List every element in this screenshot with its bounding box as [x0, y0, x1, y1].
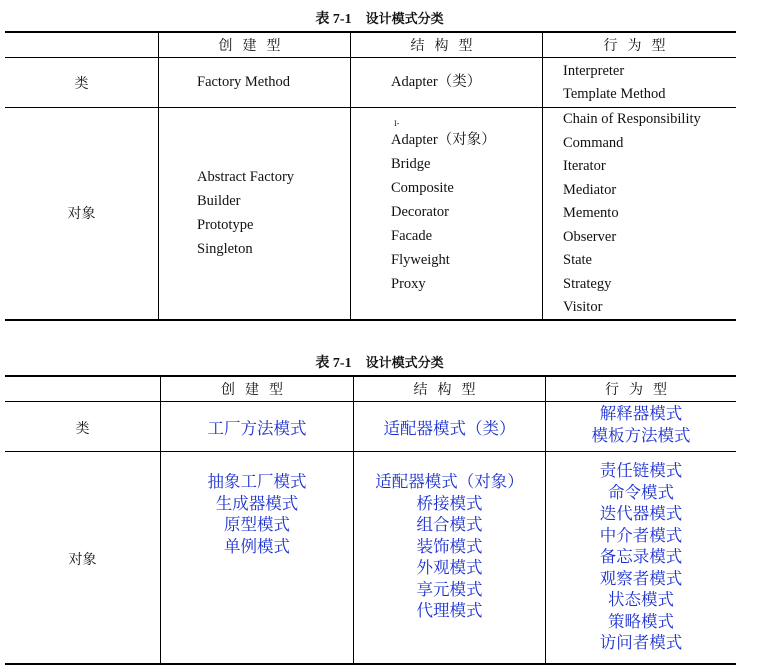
table2-object-creational-item: 单例模式: [224, 536, 290, 556]
table1-object-behavioral-item: Mediator: [563, 181, 617, 198]
table2-object-structural-item: 组合模式: [416, 515, 483, 534]
table2-object-structural-item: 外观模式: [416, 558, 483, 577]
table1: [5, 31, 736, 321]
table2-bottom-rule: [5, 663, 736, 665]
table1-object-behavioral-item: Strategy: [563, 275, 612, 292]
table2-object-behavioral-item: 迭代器模式: [599, 504, 683, 523]
table1-object-structural-item: Decorator: [391, 204, 449, 220]
table2-object-behavioral-item: 观察者模式: [599, 568, 683, 588]
table1-object-creational: [197, 165, 294, 261]
table1-object-structural-item: Composite: [391, 180, 454, 196]
table2-row-label-class: 类: [75, 421, 90, 437]
table2-object-structural-item: 代理模式: [416, 601, 483, 620]
table1-top-rule: [5, 31, 736, 33]
table2-object-behavioral-item: 中介者模式: [599, 525, 683, 545]
table1-object-creational-item: Singleton: [197, 241, 253, 257]
table2-class-creational: [161, 418, 353, 440]
table2-row-label-object: 对象: [68, 552, 97, 568]
table2-object-creational-item: 原型模式: [224, 515, 290, 534]
table1-class-behavioral: [563, 60, 665, 106]
table1-col-divider-1: [158, 31, 159, 321]
table2-object-behavioral-item: 访问者模式: [599, 633, 683, 652]
table1-col-divider-2: [350, 31, 351, 321]
table2-object-structural: [354, 471, 545, 622]
table2-header-rule: [5, 401, 736, 402]
table1-header-rule: [5, 57, 736, 58]
table2-object-behavioral: [546, 460, 736, 654]
table1-row-label-object: 对象: [67, 206, 96, 222]
table1-object-structural-item: Flyweight: [391, 252, 450, 268]
table1-caption-number: 表 7-1: [315, 12, 352, 27]
table1-class-creational: [197, 70, 290, 94]
table2-header-behavioral: 行为型: [605, 382, 677, 398]
table2-object-creational-item: 抽象工厂模式: [207, 472, 307, 491]
table2-caption-number: 表 7-1: [315, 356, 352, 371]
table1-object-creational-item: Prototype: [197, 217, 254, 233]
table2-object-behavioral-item: 策略模式: [608, 611, 674, 631]
table1-object-behavioral-item: Chain of Responsibility: [563, 111, 701, 127]
table1-object-structural-item: Facade: [391, 228, 433, 244]
table2-object-creational-item: 生成器模式: [215, 493, 299, 513]
table1-class-behavioral-item: Interpreter: [563, 63, 625, 79]
table2-class-structural: [354, 418, 545, 440]
table2-class-behavioral: [546, 403, 736, 446]
table1-object-behavioral-item: Memento: [563, 205, 619, 221]
table1-object-behavioral-item: Visitor: [563, 299, 603, 315]
table1-object-behavioral-item: Observer: [563, 228, 617, 245]
table1-object-structural-item: Adapter（对象）: [391, 132, 496, 148]
table2-class-behavioral-item: 解释器模式: [599, 404, 683, 423]
table1-class-behavioral-item: Template Method: [563, 86, 666, 102]
table1-object-structural-item: Bridge: [391, 156, 431, 172]
table1-header-behavioral: 行为型: [603, 38, 676, 54]
table1-object-creational-item: Builder: [197, 193, 241, 209]
table2-object-structural-item: 桥接模式: [416, 493, 483, 513]
table1-class-structural: [391, 70, 481, 94]
table1-header-creational: 创建型: [218, 38, 291, 54]
table1-object-behavioral-item: State: [563, 252, 592, 268]
table1-object-structural-item: Proxy: [391, 276, 426, 292]
table2-row-rule: [5, 451, 736, 452]
table2-caption-title: 设计模式分类: [365, 356, 444, 371]
table1-object-behavioral-item: Command: [563, 134, 624, 151]
table2-object-behavioral-item: 备忘录模式: [599, 547, 683, 566]
table1-object-structural: [391, 128, 496, 296]
table2-object-behavioral-item: 状态模式: [608, 590, 674, 609]
table1-row-label-class: 类: [74, 76, 89, 92]
table1-class-creational-item: Factory Method: [197, 74, 291, 90]
table2-header-structural: 结构型: [413, 382, 486, 398]
table1-object-creational-item: Abstract Factory: [197, 169, 295, 185]
table2-object-behavioral-item: 命令模式: [608, 482, 674, 502]
table1-caption-title: 设计模式分类: [365, 12, 444, 27]
table2-top-rule: [5, 375, 736, 377]
table2-caption: [0, 352, 759, 372]
table1-object-behavioral: [563, 108, 701, 320]
table1-col-divider-3: [542, 31, 543, 321]
table1-header-structural: 结构型: [410, 38, 483, 54]
table2-class-structural-item: 适配器模式（类）: [383, 419, 516, 438]
table2-object-creational: [161, 471, 353, 557]
table1-caption: [0, 8, 759, 28]
table2-object-structural-item: 适配器模式（对象）: [375, 472, 524, 491]
table1-class-structural-item: Adapter（类）: [391, 74, 482, 90]
table2-class-creational-item: 工厂方法模式: [207, 419, 307, 438]
table2-object-structural-item: 享元模式: [416, 579, 483, 599]
table2-object-structural-item: 装饰模式: [416, 536, 483, 556]
table2-object-behavioral-item: 责任链模式: [599, 461, 683, 480]
table1-stray-mark: I-: [394, 119, 400, 128]
table2-class-behavioral-item: 模板方法模式: [591, 425, 691, 445]
table2: [5, 375, 736, 665]
table1-object-behavioral-item: Iterator: [563, 158, 606, 174]
table2-header-creational: 创建型: [221, 382, 293, 398]
